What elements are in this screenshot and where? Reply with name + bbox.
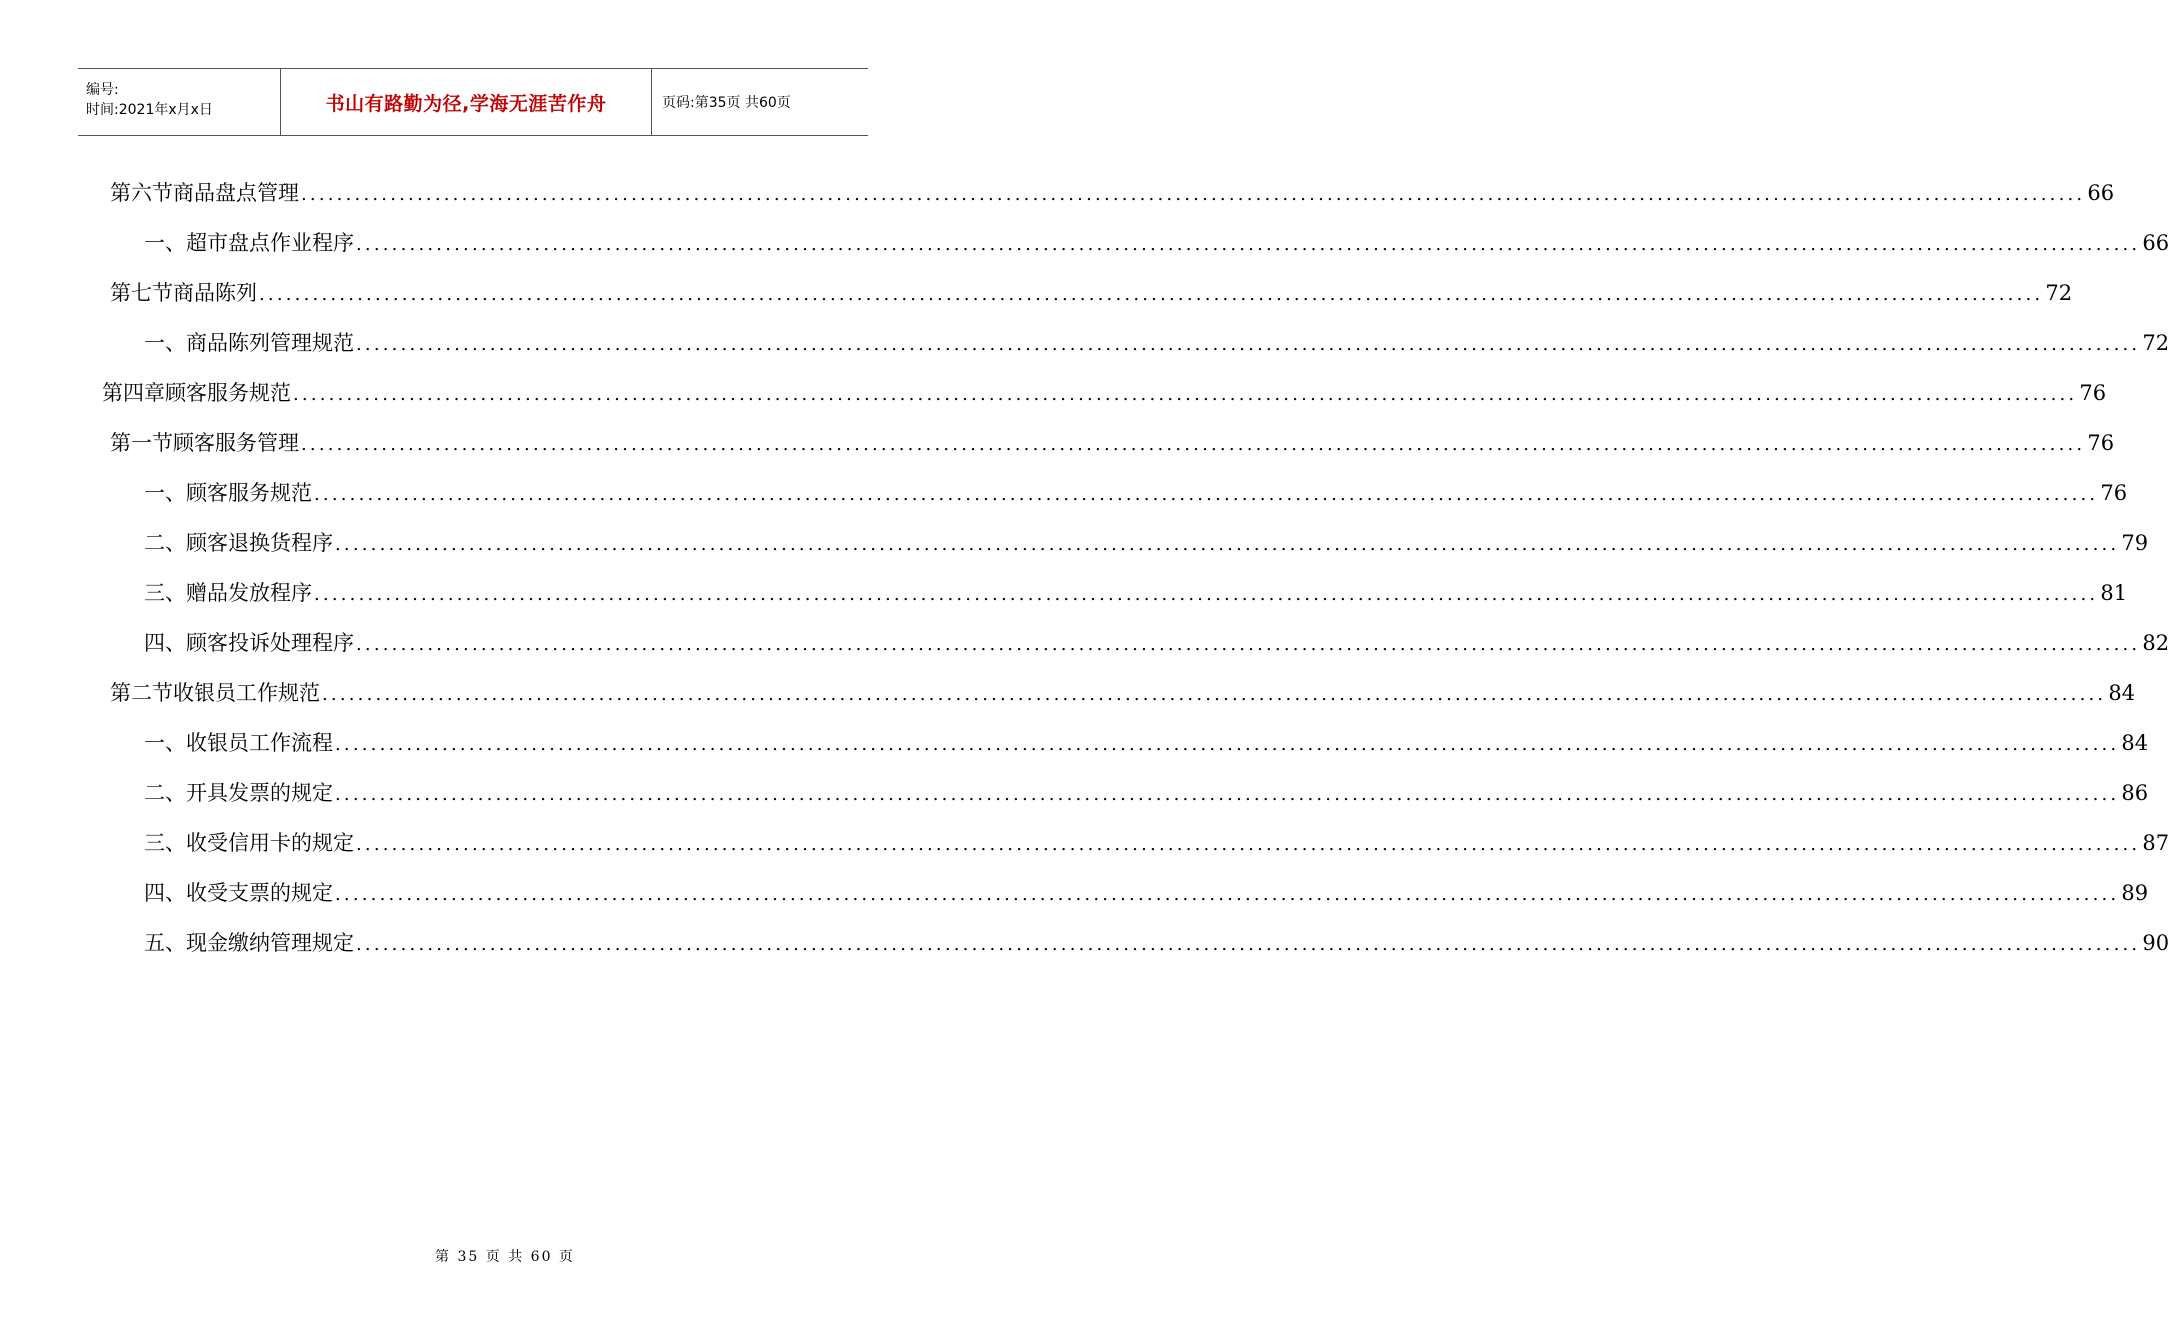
toc-entry-number: 第二节 <box>110 681 173 705</box>
toc-entry-page: 76 <box>2079 381 2107 405</box>
toc-entry-title: 收受信用卡的规定 <box>186 831 354 855</box>
toc-leader-dots: ........................................................................................................................................................................................................ <box>259 284 2044 305</box>
toc-entry[interactable] <box>144 928 2169 958</box>
toc-entry[interactable] <box>144 778 2149 808</box>
toc-entry-number: 四、 <box>144 881 186 905</box>
toc-leader-dots: ........................................................................................................................................................................................................ <box>356 834 2141 855</box>
toc-leader-dots: ........................................................................................................................................................................................................ <box>356 334 2141 355</box>
toc-entry-title: 收银员工作流程 <box>186 731 333 755</box>
toc-leader-dots: ........................................................................................................................................................................................................ <box>356 634 2141 655</box>
toc-entry-number: 二、 <box>144 531 186 555</box>
toc-entry[interactable] <box>144 728 2149 758</box>
toc-entry[interactable] <box>144 578 2128 608</box>
toc-entry-number: 第六节 <box>110 181 173 205</box>
toc-entry-page: 90 <box>2142 931 2169 955</box>
toc-entry-number: 一、 <box>144 481 186 505</box>
toc-leader-dots: ........................................................................................................................................................................................................ <box>335 784 2120 805</box>
toc-entry-title: 商品陈列管理规范 <box>186 331 354 355</box>
toc-entry[interactable] <box>144 528 2149 558</box>
toc-entry-title: 顾客服务管理 <box>173 431 299 455</box>
toc-entry-number: 二、 <box>144 781 186 805</box>
toc-entry-page: 84 <box>2108 681 2136 705</box>
toc-entry-page: 86 <box>2121 781 2149 805</box>
toc-entry[interactable] <box>144 228 2169 258</box>
header-page-info: 页码:第35页 共60页 <box>662 95 791 111</box>
toc-leader-dots: ........................................................................................................................................................................................................ <box>314 484 2099 505</box>
toc-entry[interactable] <box>110 428 2115 458</box>
toc-leader-dots: ........................................................................................................................................................................................................ <box>335 884 2120 905</box>
header-motto-cell <box>280 69 652 135</box>
toc-entry-number: 四、 <box>144 631 186 655</box>
toc-entry-number: 一、 <box>144 331 186 355</box>
toc-entry-number: 第一节 <box>110 431 173 455</box>
toc-entry-page: 81 <box>2100 581 2128 605</box>
time-label: 时间:2021年x月x日 <box>86 102 213 118</box>
toc-entry-page: 84 <box>2121 731 2149 755</box>
header-meta <box>78 69 280 135</box>
toc-entry-title: 收受支票的规定 <box>186 881 333 905</box>
toc-entry-page: 66 <box>2142 231 2169 255</box>
toc-leader-dots: ........................................................................................................................................................................................................ <box>301 434 2086 455</box>
toc-leader-dots: ........................................................................................................................................................................................................ <box>293 384 2078 405</box>
toc-entry-page: 87 <box>2142 831 2169 855</box>
toc-entry-number: 五、 <box>144 931 186 955</box>
toc-entry-title: 顾客服务规范 <box>165 381 291 405</box>
toc-entry-page: 82 <box>2142 631 2169 655</box>
toc-entry-title: 开具发票的规定 <box>186 781 333 805</box>
toc-leader-dots: ........................................................................................................................................................................................................ <box>335 734 2120 755</box>
toc-entry-number: 第七节 <box>110 281 173 305</box>
toc-entry[interactable] <box>144 328 2169 358</box>
toc-entry-number: 一、 <box>144 731 186 755</box>
toc-entry-number: 一、 <box>144 231 186 255</box>
toc-entry-title: 收银员工作规范 <box>173 681 320 705</box>
toc-entry-title: 赠品发放程序 <box>186 581 312 605</box>
toc-leader-dots: ........................................................................................................................................................................................................ <box>356 234 2141 255</box>
toc-entry-page: 72 <box>2045 281 2073 305</box>
toc-entry-page: 79 <box>2121 531 2149 555</box>
toc-entry[interactable] <box>102 378 2107 408</box>
toc-entry-title: 超市盘点作业程序 <box>186 231 354 255</box>
toc-entry-number: 三、 <box>144 581 186 605</box>
toc-entry-page: 76 <box>2100 481 2128 505</box>
toc-entry-title: 商品盘点管理 <box>173 181 299 205</box>
toc-entry-page: 72 <box>2142 331 2169 355</box>
toc-entry-title: 现金缴纳管理规定 <box>186 931 354 955</box>
toc-leader-dots: ........................................................................................................................................................................................................ <box>314 584 2099 605</box>
toc-entry[interactable] <box>144 478 2128 508</box>
toc-entry-page: 89 <box>2121 881 2149 905</box>
toc-entry-page: 66 <box>2087 181 2115 205</box>
toc-entry[interactable] <box>144 628 2169 658</box>
toc-entry-number: 第四章 <box>102 381 165 405</box>
page-header <box>78 68 868 136</box>
header-page-cell <box>652 69 868 135</box>
serial-label: 编号: <box>86 82 119 98</box>
toc-entry-page: 76 <box>2087 431 2115 455</box>
toc-entry-title: 顾客投诉处理程序 <box>186 631 354 655</box>
toc-entry[interactable] <box>144 878 2149 908</box>
toc-leader-dots: ........................................................................................................................................................................................................ <box>335 534 2120 555</box>
page-footer: 第 35 页 共 60 页 <box>435 1249 575 1265</box>
toc-leader-dots: ........................................................................................................................................................................................................ <box>301 184 2086 205</box>
toc-entry-number: 三、 <box>144 831 186 855</box>
toc-entry[interactable] <box>110 278 2073 308</box>
toc-entry-title: 顾客退换货程序 <box>186 531 333 555</box>
toc-entry-title: 顾客服务规范 <box>186 481 312 505</box>
toc-leader-dots: ........................................................................................................................................................................................................ <box>356 934 2141 955</box>
toc-entry[interactable] <box>110 178 2115 208</box>
header-motto: 书山有路勤为径,学海无涯苦作舟 <box>325 92 607 115</box>
toc-entry[interactable] <box>110 678 2136 708</box>
toc-leader-dots: ........................................................................................................................................................................................................ <box>322 684 2107 705</box>
toc-entry-title: 商品陈列 <box>173 281 257 305</box>
toc-entry[interactable] <box>144 828 2169 858</box>
